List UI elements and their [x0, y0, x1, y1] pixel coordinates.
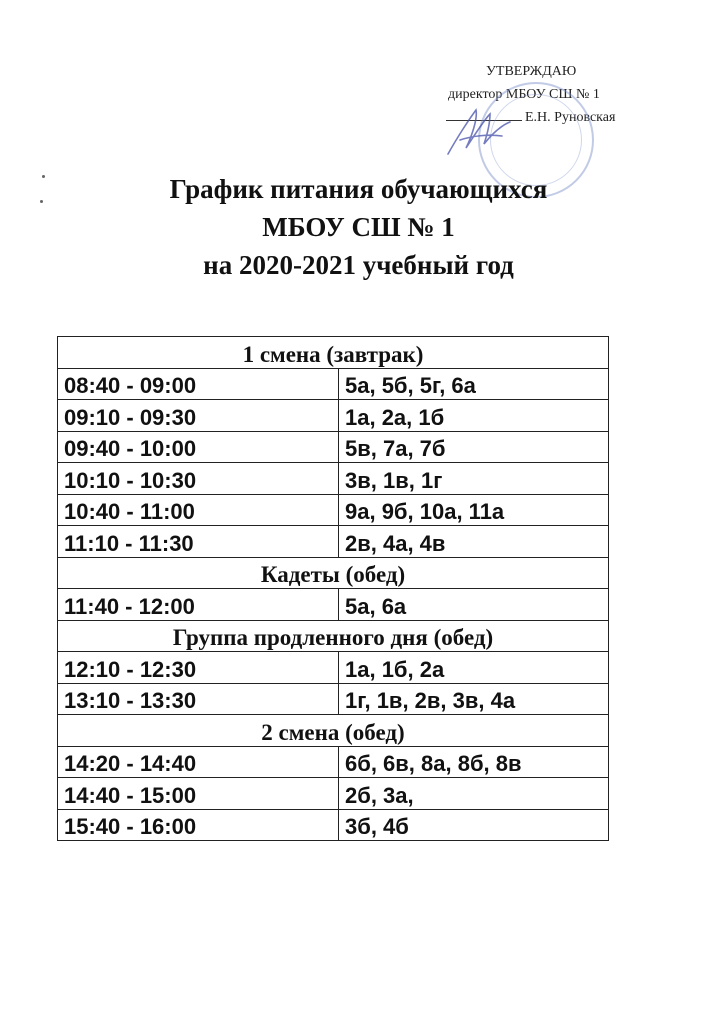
table-row	[58, 589, 609, 621]
table-row	[58, 400, 609, 432]
approval-heading: УТВЕРЖДАЮ	[486, 64, 577, 79]
time-slot-cell: 12:10 - 12:30	[58, 652, 339, 684]
table-row	[58, 746, 609, 778]
title-line-2: МБОУ СШ № 1	[262, 212, 455, 242]
table-row	[58, 683, 609, 715]
classes-cell: 3в, 1в, 1г	[339, 463, 609, 495]
classes-cell: 3б, 4б	[339, 809, 609, 841]
section-heading: Кадеты (обед)	[58, 557, 609, 589]
table-row	[58, 809, 609, 841]
table-row	[58, 778, 609, 810]
time-slot-cell: 14:40 - 15:00	[58, 778, 339, 810]
section-heading: 1 смена (завтрак)	[58, 337, 609, 369]
meal-schedule-table	[57, 336, 609, 841]
table-row	[58, 494, 609, 526]
classes-cell: 5а, 5б, 5г, 6а	[339, 368, 609, 400]
approval-signer: Е.Н. Руновская	[525, 110, 616, 125]
time-slot-cell: 11:40 - 12:00	[58, 589, 339, 621]
classes-cell: 1а, 2а, 1б	[339, 400, 609, 432]
table-row	[58, 431, 609, 463]
classes-cell: 5в, 7а, 7б	[339, 431, 609, 463]
section-header-row	[58, 715, 609, 747]
classes-cell: 1г, 1в, 2в, 3в, 4а	[339, 683, 609, 715]
classes-cell: 6б, 6в, 8а, 8б, 8в	[339, 746, 609, 778]
time-slot-cell: 09:10 - 09:30	[58, 400, 339, 432]
classes-cell: 9а, 9б, 10а, 11а	[339, 494, 609, 526]
table-row	[58, 652, 609, 684]
section-header-row	[58, 337, 609, 369]
title-line-3: на 2020-2021 учебный год	[203, 250, 514, 280]
time-slot-cell: 15:40 - 16:00	[58, 809, 339, 841]
classes-cell: 1а, 1б, 2а	[339, 652, 609, 684]
section-header-row	[58, 620, 609, 652]
table-row	[58, 526, 609, 558]
time-slot-cell: 11:10 - 11:30	[58, 526, 339, 558]
time-slot-cell: 14:20 - 14:40	[58, 746, 339, 778]
time-slot-cell: 10:40 - 11:00	[58, 494, 339, 526]
time-slot-cell: 10:10 - 10:30	[58, 463, 339, 495]
time-slot-cell: 09:40 - 10:00	[58, 431, 339, 463]
section-heading: Группа продленного дня (обед)	[58, 620, 609, 652]
title-line-1: График питания обучающихся	[169, 174, 548, 204]
time-slot-cell: 13:10 - 13:30	[58, 683, 339, 715]
table-row	[58, 368, 609, 400]
section-header-row	[58, 557, 609, 589]
time-slot-cell: 08:40 - 09:00	[58, 368, 339, 400]
handwritten-signature	[440, 96, 520, 166]
classes-cell: 2б, 3а,	[339, 778, 609, 810]
section-heading: 2 смена (обед)	[58, 715, 609, 747]
table-row	[58, 463, 609, 495]
approval-position: директор МБОУ СШ № 1	[448, 87, 600, 102]
document-title	[0, 170, 717, 284]
classes-cell: 2в, 4а, 4в	[339, 526, 609, 558]
classes-cell: 5а, 6а	[339, 589, 609, 621]
